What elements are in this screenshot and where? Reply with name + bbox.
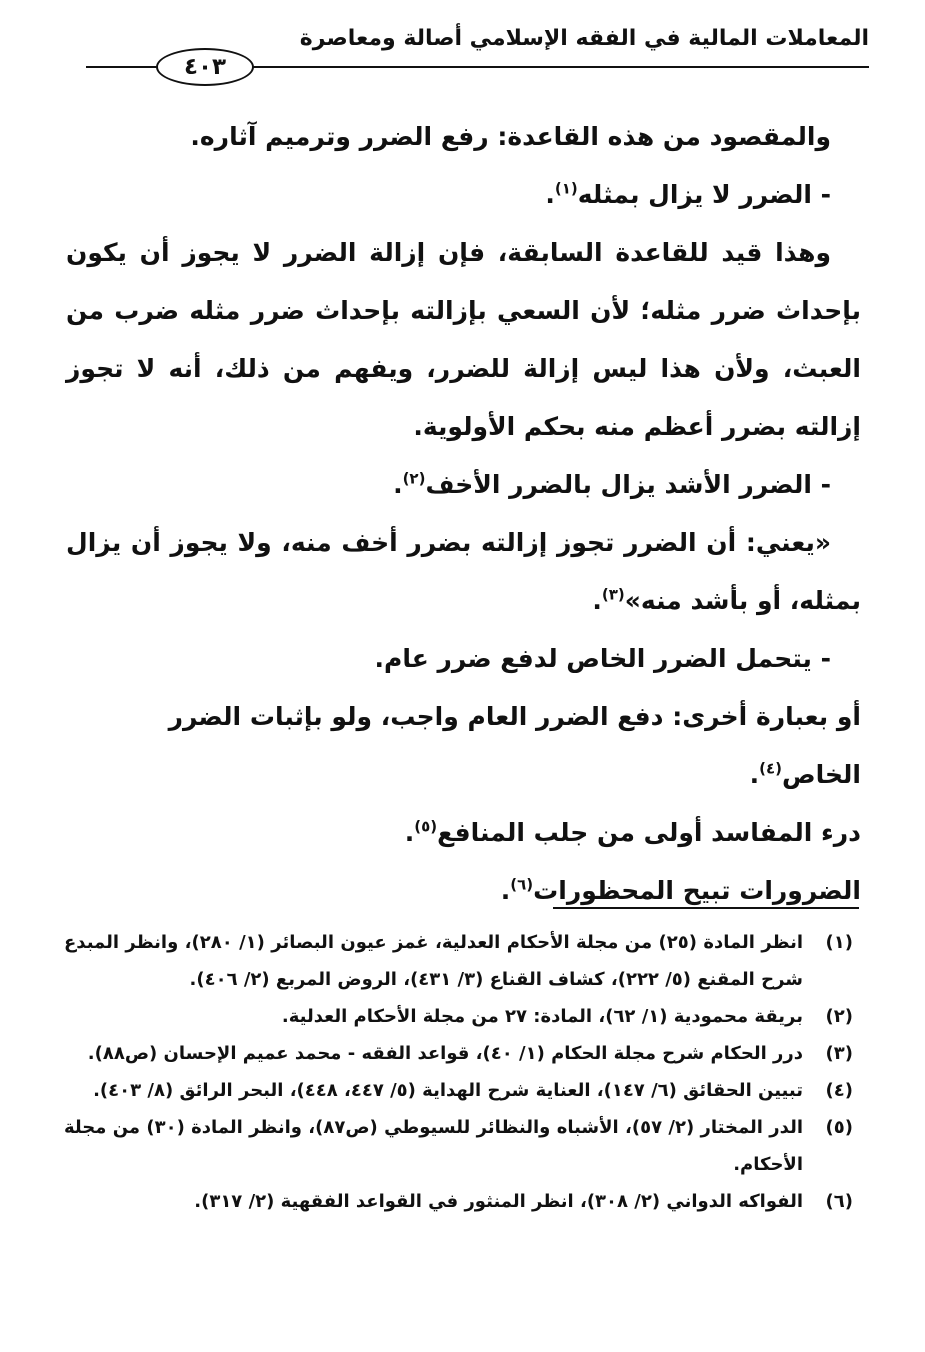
rule-text: - الضرر لا يزال بمثله (577, 180, 831, 209)
footnote-number: (٥) (825, 1117, 853, 1138)
main-text (66, 108, 861, 920)
paragraph-text: أو بعبارة أخرى: دفع الضرر العام واجب، ولو بإثبات الضرر الخاص (168, 702, 861, 789)
rule-line (66, 862, 861, 920)
footnote-ref: (٤) (759, 759, 782, 778)
book-title: المعاملات المالية في الفقه الإسلامي أصالة ومعاصرة (299, 26, 869, 51)
footnotes (64, 924, 853, 1220)
footnote-text: تبيين الحقائق (٦/ ١٤٧)، العناية شرح الهداية (٥/ ٤٤٧، ٤٤٨)، البحر الرائق (٨/ ٤٠٣). (93, 1080, 803, 1101)
footnote-text: الفواكه الدواني (٢/ ٣٠٨)، انظر المنثور في القواعد الفقهية (٢/ ٣١٧). (194, 1191, 803, 1212)
rule-line (66, 166, 861, 224)
footnote-number: (٣) (825, 1043, 853, 1064)
rule-line (66, 804, 861, 862)
page-number: ٤٠٣ (156, 48, 254, 86)
period: . (749, 760, 760, 789)
footnote-ref: (٦) (510, 875, 534, 894)
footnote-number: (٤) (825, 1080, 853, 1101)
period: . (545, 180, 555, 209)
rule-text: درء المفاسد أولى من جلب المنافع (437, 818, 861, 847)
footnote-text: انظر المادة (٢٥) من مجلة الأحكام العدلية، غمز عيون البصائر (١/ ٢٨٠)، وانظر المبدع شرح المقنع (٥/ ٢٢٢)، كشاف القناع (٣/ ٤٣١)، الروض المربع (٢/ ٤٠٦). (64, 932, 804, 990)
footnote (64, 1183, 853, 1220)
footnote-number: (١) (825, 932, 853, 953)
footnote (64, 998, 853, 1035)
quotation (66, 514, 861, 630)
footnote-text: بريقة محمودية (١/ ٦٢)، المادة: ٢٧ من مجلة الأحكام العدلية. (281, 1006, 803, 1027)
paragraph: والمقصود من هذه القاعدة: رفع الضرر وترميم آثاره. (190, 122, 831, 151)
footnote-number: (٦) (825, 1191, 853, 1212)
period: . (500, 876, 511, 905)
rule-text: الضرورات تبيح المحظورات (533, 876, 861, 905)
footnote-ref: (٥) (414, 817, 438, 836)
paragraph: وهذا قيد للقاعدة السابقة، فإن إزالة الضرر لا يجوز أن يكون بإحداث ضرر مثله؛ لأن السعي بإزالته بإحداث ضرر مثله ضرب من العبث، ولأن هذا ليس إزالة للضرر، ويفهم من ذلك، أنه لا تجوز إزالته بضرر أعظم منه بحكم الأولوية. (66, 238, 861, 441)
footnote-ref: (٣) (601, 585, 625, 604)
footnote-ref: (١) (554, 179, 578, 198)
running-header (86, 26, 869, 80)
rule-line (66, 456, 861, 514)
footnote-text: الدر المختار (٢/ ٥٧)، الأشباه والنظائر للسيوطي (ص٨٧)، وانظر المادة (٣٠) من مجلة الأحكام. (64, 1117, 803, 1175)
footnote-text: درر الحكام شرح مجلة الحكام (١/ ٤٠)، قواعد الفقه - محمد عميم الإحسان (ص٨٨). (87, 1043, 803, 1064)
footnote (64, 1035, 853, 1072)
footnote-number: (٢) (825, 1006, 853, 1027)
rule-text: - الضرر الأشد يزال بالضرر الأخف (425, 470, 831, 499)
period: . (592, 586, 602, 615)
period: . (393, 470, 403, 499)
footnote-separator (553, 907, 859, 909)
footnote (64, 924, 853, 998)
quote-text: «يعني: أن الضرر تجوز إزالته بضرر أخف منه، ولا يجوز أن يزال بمثله، أو بأشد منه» (66, 528, 861, 615)
rule-line: - يتحمل الضرر الخاص لدفع ضرر عام. (374, 644, 831, 673)
footnote-ref: (٢) (402, 469, 426, 488)
paragraph (66, 688, 861, 804)
footnote (64, 1072, 853, 1109)
period: . (404, 818, 415, 847)
footnote (64, 1109, 853, 1183)
